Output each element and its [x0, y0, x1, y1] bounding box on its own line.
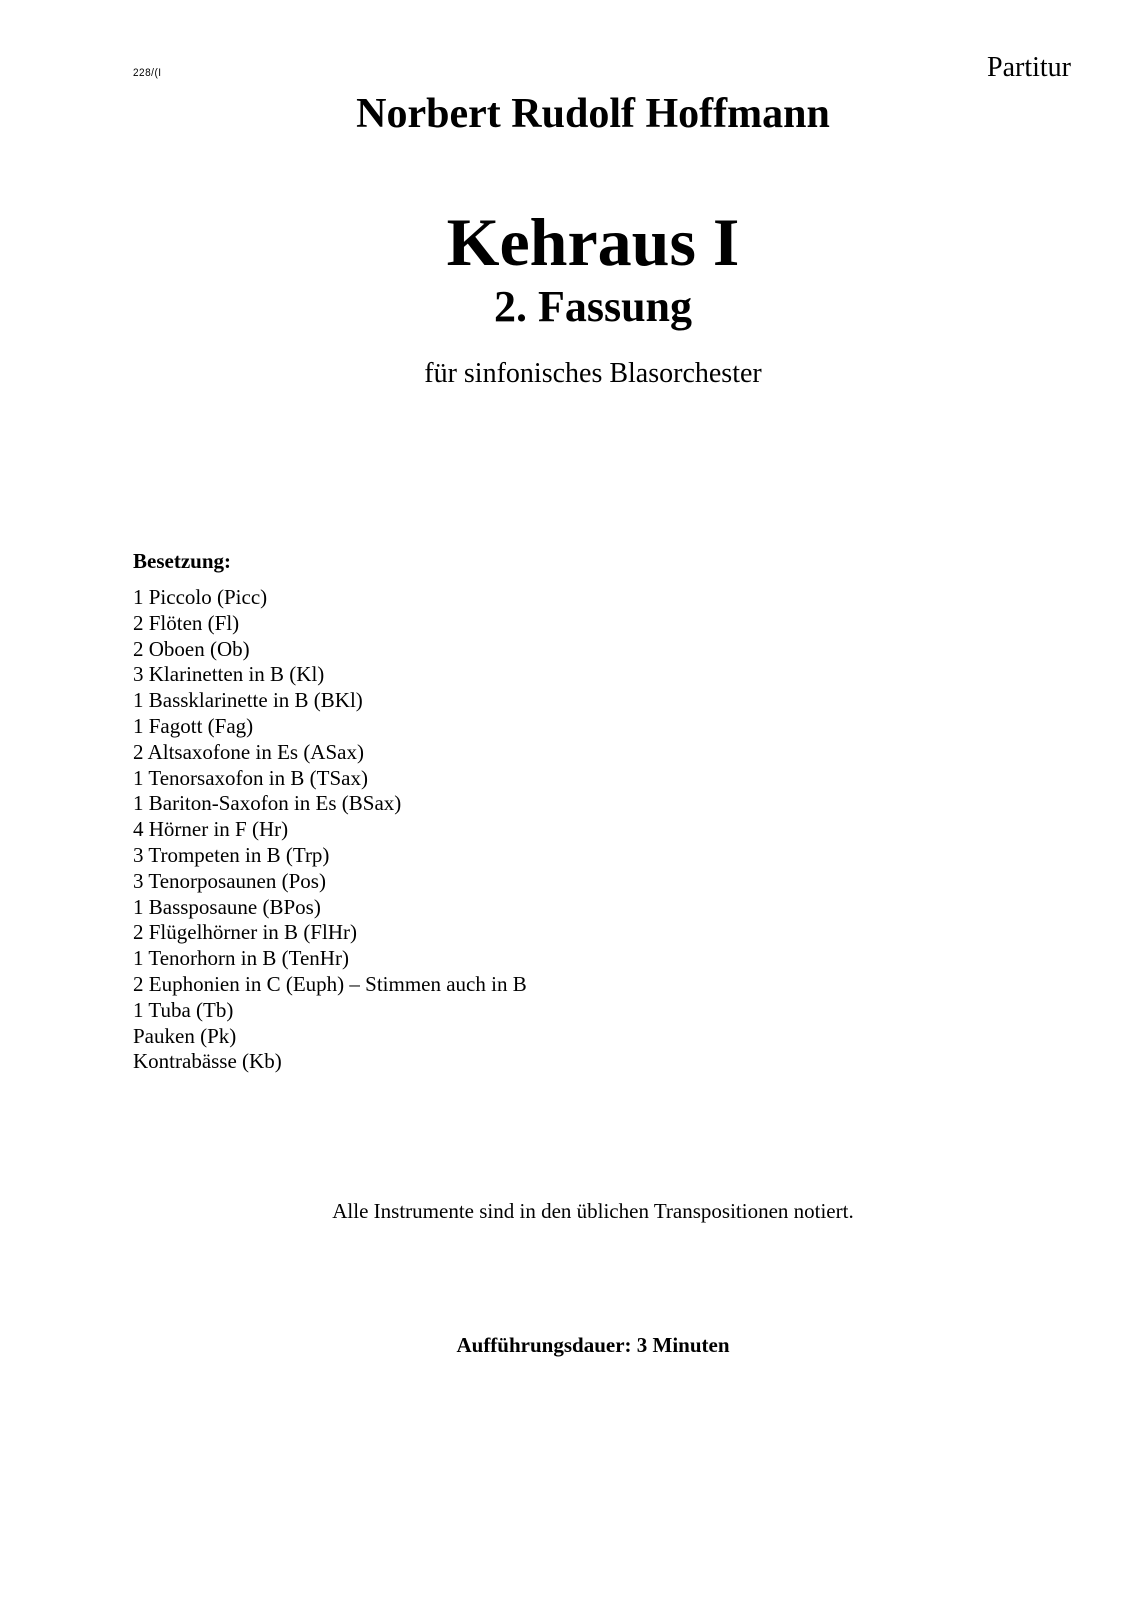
instrument-item: Pauken (Pk): [133, 1023, 237, 1048]
instrument-item: 2 Altsaxofone in Es (ASax): [133, 739, 364, 764]
instrument-item: 1 Tuba (Tb): [133, 997, 234, 1022]
instrument-item: Kontrabässe (Kb): [133, 1049, 282, 1074]
instrument-item: 1 Tenorhorn in B (TenHr): [133, 946, 349, 971]
composer-name: Norbert Rudolf Hoffmann: [356, 91, 830, 137]
score-type-label: Partitur: [987, 52, 1071, 83]
instrument-item: 1 Bassposaune (BPos): [133, 894, 321, 919]
instrument-item: 3 Trompeten in B (Trp): [133, 842, 330, 867]
catalog-number: 228/(I: [133, 67, 162, 80]
instrument-list: [133, 585, 833, 1075]
instrumentation-section: [133, 551, 833, 1075]
instrument-item: 2 Flöten (Fl): [133, 610, 240, 635]
instrument-item: 1 Piccolo (Picc): [133, 585, 268, 609]
work-version: 2. Fassung: [493, 282, 693, 331]
work-title: Kehraus I: [446, 204, 740, 280]
instrument-item: 2 Flügelhörner in B (FlHr): [133, 920, 357, 945]
instrument-item: 1 Fagott (Fag): [133, 713, 254, 738]
instrument-item: 1 Tenorsaxofon in B (TSax): [133, 765, 368, 790]
instrument-item: 3 Klarinetten in B (Kl): [133, 662, 325, 687]
instrument-item: 2 Oboen (Ob): [133, 636, 250, 661]
instrument-item: 1 Bariton-Saxofon in Es (BSax): [133, 791, 402, 816]
performance-duration: Aufführungsdauer: 3 Minuten: [456, 1333, 730, 1357]
instrument-item: 2 Euphonien in C (Euph) – Stimmen auch in B: [133, 971, 527, 996]
instrument-item: 4 Hörner in F (Hr): [133, 817, 289, 842]
instrument-item: 1 Bassklarinette in B (BKl): [133, 688, 363, 713]
instrumentation-heading: Besetzung:: [133, 549, 231, 573]
ensemble-description: für sinfonisches Blasorchester: [424, 358, 762, 389]
instrument-item: 3 Tenorposaunen (Pos): [133, 868, 326, 893]
transposition-note: Alle Instrumente sind in den üblichen Transpositionen notiert.: [332, 1199, 854, 1223]
